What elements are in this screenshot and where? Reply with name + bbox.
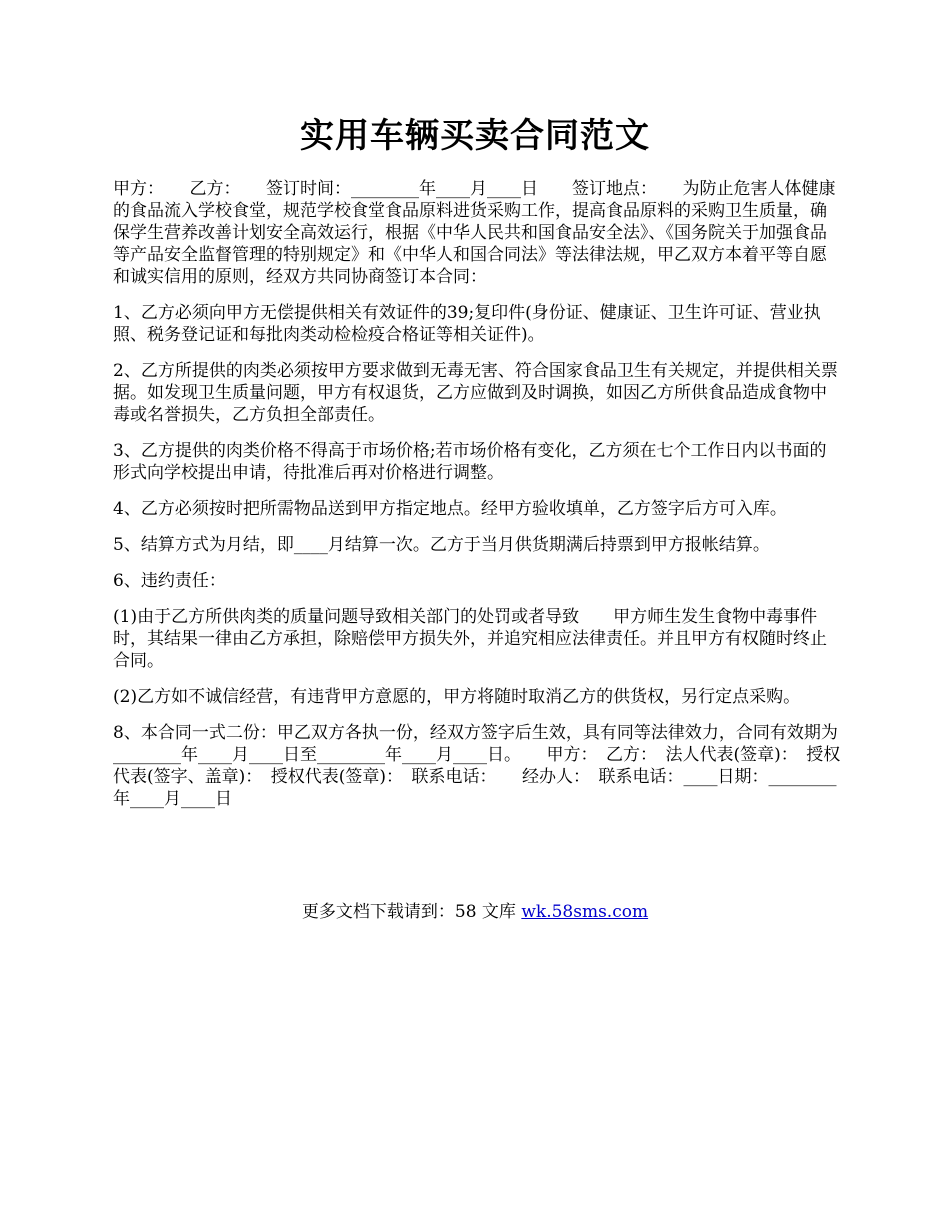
clause-2-paragraph: 2、乙方所提供的肉类必须按甲方要求做到无毒无害、符合国家食品卫生有关规定，并提供相关票据。如发现卫生质量问题，甲方有权退货，乙方应做到及时调换，如因乙方所供食品造成食物中毒或名誉损失，乙方负担全部责任。 (113, 361, 838, 425)
clause-8-signature-paragraph: 8、本合同一式二份：甲乙双方各执一份，经双方签字后生效，具有同等法律效力，合同有效期为________年____月____日至________年____月____日。 甲方： 乙方： 法人代表(签章)： 授权代表(签字、盖章)： 授权代表(签章)： 联系电话： 经办人： 联系电话：____日期：________年____月____日 (113, 723, 841, 809)
clause-6-heading: 6、违约责任： (113, 571, 226, 591)
clause-6-item-2-paragraph: (2)乙方如不诚信经营，有违背甲方意愿的，甲方将随时取消乙方的供货权，另行定点采购。 (113, 687, 801, 707)
clause-5-paragraph: 5、结算方式为月结，即____月结算一次。乙方于当月供货期满后持票到甲方报帐结算。 (113, 535, 770, 555)
document-body (113, 178, 843, 810)
clause-3-paragraph: 3、乙方提供的肉类价格不得高于市场价格;若市场价格有变化，乙方须在七个工作日内以书面的形式向学校提出申请，待批准后再对价格进行调整。 (113, 441, 827, 483)
clause-1-paragraph: 1、乙方必须向甲方无偿提供相关有效证件的39;复印件(身份证、健康证、卫生许可证、营业执照、税务登记证和每批肉类动检检疫合格证等相关证件)。 (113, 303, 821, 345)
footer-site-link[interactable]: wk.58sms.com (521, 902, 649, 922)
download-footer (0, 900, 950, 924)
clause-4-paragraph: 4、乙方必须按时把所需物品送到甲方指定地点。经甲方验收填单，乙方签字后方可入库。 (113, 499, 787, 519)
clause-6-item-1-paragraph: (1)由于乙方所供肉类的质量问题导致相关部门的处罚或者导致 甲方师生发生食物中毒事件时，其结果一律由乙方承担，除赔偿甲方损失外，并追究相应法律责任。并且甲方有权随时终止合同。 (113, 607, 827, 671)
footer-prefix-text: 更多文档下载请到：58 文库 (301, 902, 522, 922)
document-title: 实用车辆买卖合同范文 (300, 116, 650, 156)
preamble-paragraph: 甲方： 乙方： 签订时间：________年____月____日 签订地点： 为防止危害人体健康的食品流入学校食堂，规范学校食堂食品原料进货采购工作，提高食品原料的采购卫生质量，确保学生营养改善计划安全高效运行，根据《中华人民共和国食品安全法》、《国务院关于加强食品等产品安全监督管理的特别规定》和《中华人和国合同法》等法律法规，甲乙双方本着平等自愿和诚实信用的原则，经双方共同协商签订本合同： (113, 179, 836, 287)
